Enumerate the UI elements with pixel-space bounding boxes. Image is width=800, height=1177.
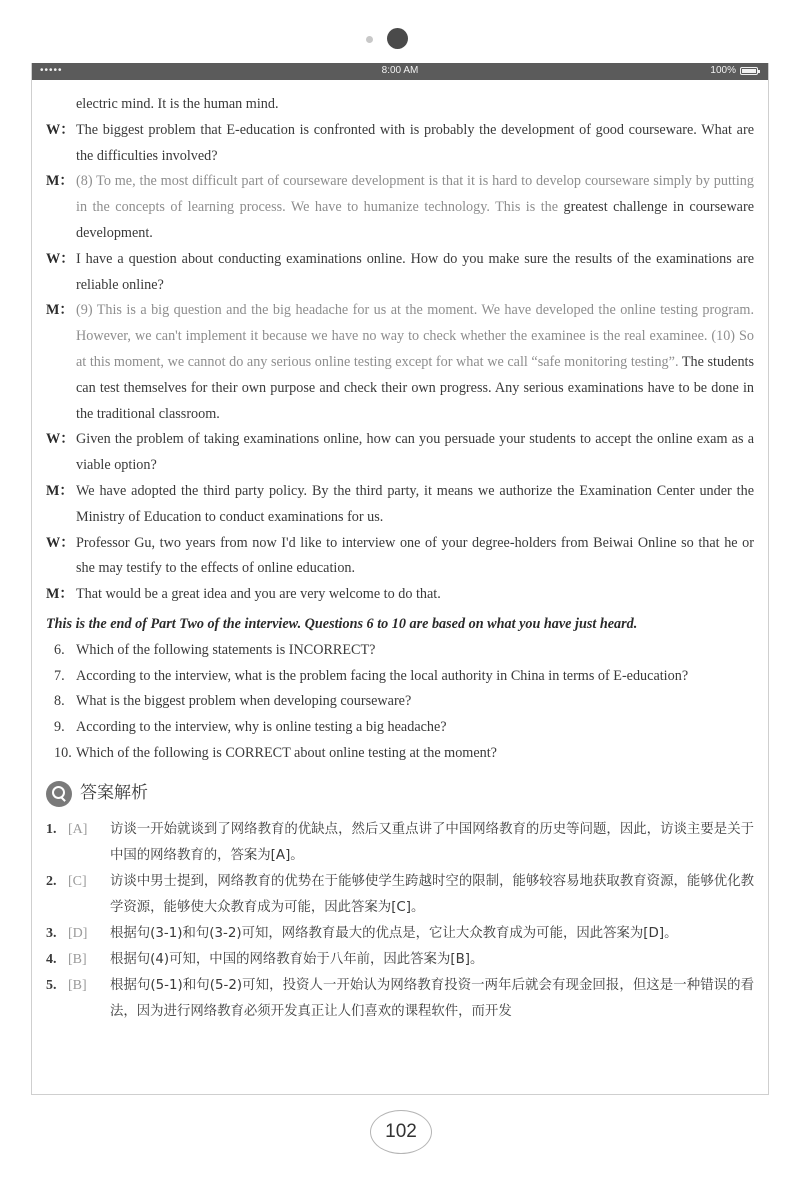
dialogue-text: We have adopted the third party policy. By the third party, it means we authorize the Examination Center under the Ministry of Education to conduct examinations for us.	[76, 482, 754, 525]
speaker-label: M：	[46, 586, 74, 603]
answer-explanation: 访谈中男士提到，网络教育的优势在于能够使学生跨越时空的限制，能够较容易地获取教育资源，能够优化教学资源，能够使大众教育成为可能，因此答案为[C]。	[110, 873, 754, 915]
page-number: 102	[370, 1110, 432, 1154]
answer-key: [A]	[68, 821, 88, 837]
answer-item	[46, 921, 754, 947]
section-instruction: This is the end of Part Two of the interview. Questions 6 to 10 are based on what you have just heard.	[46, 615, 638, 632]
dialogue-text	[76, 169, 754, 246]
signal-icon: •••••	[40, 65, 63, 76]
answer-key: [C]	[68, 873, 87, 889]
dialogue-line	[46, 169, 754, 246]
question-number: 9.	[54, 719, 65, 736]
answer-number: 1.	[46, 821, 57, 837]
speaker-label: M：	[46, 173, 74, 190]
dialogue-text: Professor Gu, two years from now I'd like to interview one of your degree-holders from Beiwai Online so that he or she may testify to the effects of online education.	[76, 534, 754, 577]
dialogue-line	[46, 582, 754, 608]
speaker-label: W：	[46, 534, 75, 551]
dialogue-line	[46, 298, 754, 427]
question-text: According to the interview, what is the problem facing the local authority in China in terms of E-education?	[76, 667, 689, 684]
question-item	[46, 638, 754, 664]
tablet-frame	[31, 63, 769, 1095]
answer-number: 2.	[46, 873, 57, 889]
answer-explanation: 根据句(4)可知，中国的网络教育始于八年前，因此答案为[B]。	[110, 951, 484, 967]
speaker-label: W：	[46, 431, 75, 448]
speaker-label: M：	[46, 482, 74, 499]
question-text: According to the interview, why is online testing a big headache?	[76, 719, 447, 736]
dialogue-text: I have a question about conducting examinations online. How do you make sure the results of the examinations are reliable online?	[76, 250, 754, 293]
answer-number: 4.	[46, 951, 57, 967]
camera-small-dot	[366, 36, 373, 43]
dialogue-text: That would be a great idea and you are very welcome to do that.	[76, 586, 441, 603]
dialogue-line	[46, 247, 754, 299]
answer-number: 3.	[46, 925, 57, 941]
answer-key: [B]	[68, 951, 87, 967]
answers-header	[46, 781, 754, 807]
battery-icon	[740, 67, 758, 75]
question-item	[46, 715, 754, 741]
question-item	[46, 689, 754, 715]
highlighted-answer-text: (9) This is a big question and the big headache for us at the moment. We have developed the online testing program. However, we can't implement it because we have no way to check whether the examinee is the real examinee. (10) So at this moment, we cannot do any serious online testing except for what we call “safe monitoring testing”.	[76, 302, 754, 370]
answer-explanation: 根据句(3-1)和句(3-2)可知，网络教育最大的优点是，它让大众教育成为可能，因此答案为[D]。	[110, 925, 678, 941]
answers-title: 答案解析	[80, 782, 148, 803]
battery-percent: 100%	[710, 65, 736, 76]
speaker-label: M：	[46, 302, 74, 319]
dialogue-line	[46, 531, 754, 583]
dialogue-text-rest: greatest challenge in courseware development.	[76, 199, 755, 241]
highlighted-answer-text: (8) To me, the most difficult part of courseware development is that it is hard to develop courseware simply by putting in the concepts of learning process. We have to humanize technology. This is the	[76, 173, 754, 216]
answer-key: [D]	[68, 925, 88, 941]
battery-status	[710, 65, 758, 76]
question-text: What is the biggest problem when developing courseware?	[76, 693, 412, 710]
answer-item	[46, 869, 754, 921]
question-item	[46, 664, 754, 690]
dialogue-text: Given the problem of taking examinations online, how can you persuade your students to accept the online exam as a viable option?	[76, 431, 754, 474]
magnifier-icon	[46, 781, 72, 807]
dialogue-line	[46, 118, 754, 170]
question-number: 6.	[54, 641, 65, 658]
question-text: Which of the following statements is INCORRECT?	[76, 641, 376, 658]
question-text: Which of the following is CORRECT about online testing at the moment?	[76, 744, 497, 761]
answer-item	[46, 947, 754, 973]
question-item	[46, 741, 754, 767]
dialogue-line	[46, 479, 754, 531]
dialogue-line	[46, 427, 754, 479]
status-time: 8:00 AM	[381, 65, 419, 76]
speaker-label: W：	[46, 250, 75, 267]
dialogue-text-rest: The students can test themselves for their own purpose and check their own progress. Any serious examinations have to be done in the traditional classroom.	[76, 353, 755, 422]
speaker-label: W：	[46, 121, 75, 138]
question-number: 7.	[54, 667, 65, 684]
answer-explanation: 根据句(5-1)和句(5-2)可知，投资人一开始认为网络教育投资一两年后就会有现金回报，但这是一种错误的看法，因为进行网络教育必须开发真正让人们喜欢的课程软件，而开发	[110, 977, 754, 1019]
answer-key: [B]	[68, 977, 87, 993]
dialogue-continuation: electric mind. It is the human mind.	[76, 96, 279, 112]
camera-dots	[366, 28, 426, 52]
answer-item	[46, 973, 754, 1025]
answer-explanation: 访谈一开始就谈到了网络教育的优缺点，然后又重点讲了中国网络教育的历史等问题，因此，访谈主要是关于中国的网络教育的，答案为[A]。	[110, 821, 754, 863]
dialogue-text	[76, 298, 754, 427]
answer-number: 5.	[46, 977, 57, 993]
dialogue-text: The biggest problem that E-education is confronted with is probably the development of good courseware. What are the difficulties involved?	[76, 121, 754, 164]
page-content	[46, 92, 754, 1025]
answer-item	[46, 817, 754, 869]
question-number: 8.	[54, 693, 65, 710]
status-bar	[32, 63, 768, 80]
question-number: 10.	[54, 744, 72, 761]
camera-lens	[387, 28, 408, 49]
